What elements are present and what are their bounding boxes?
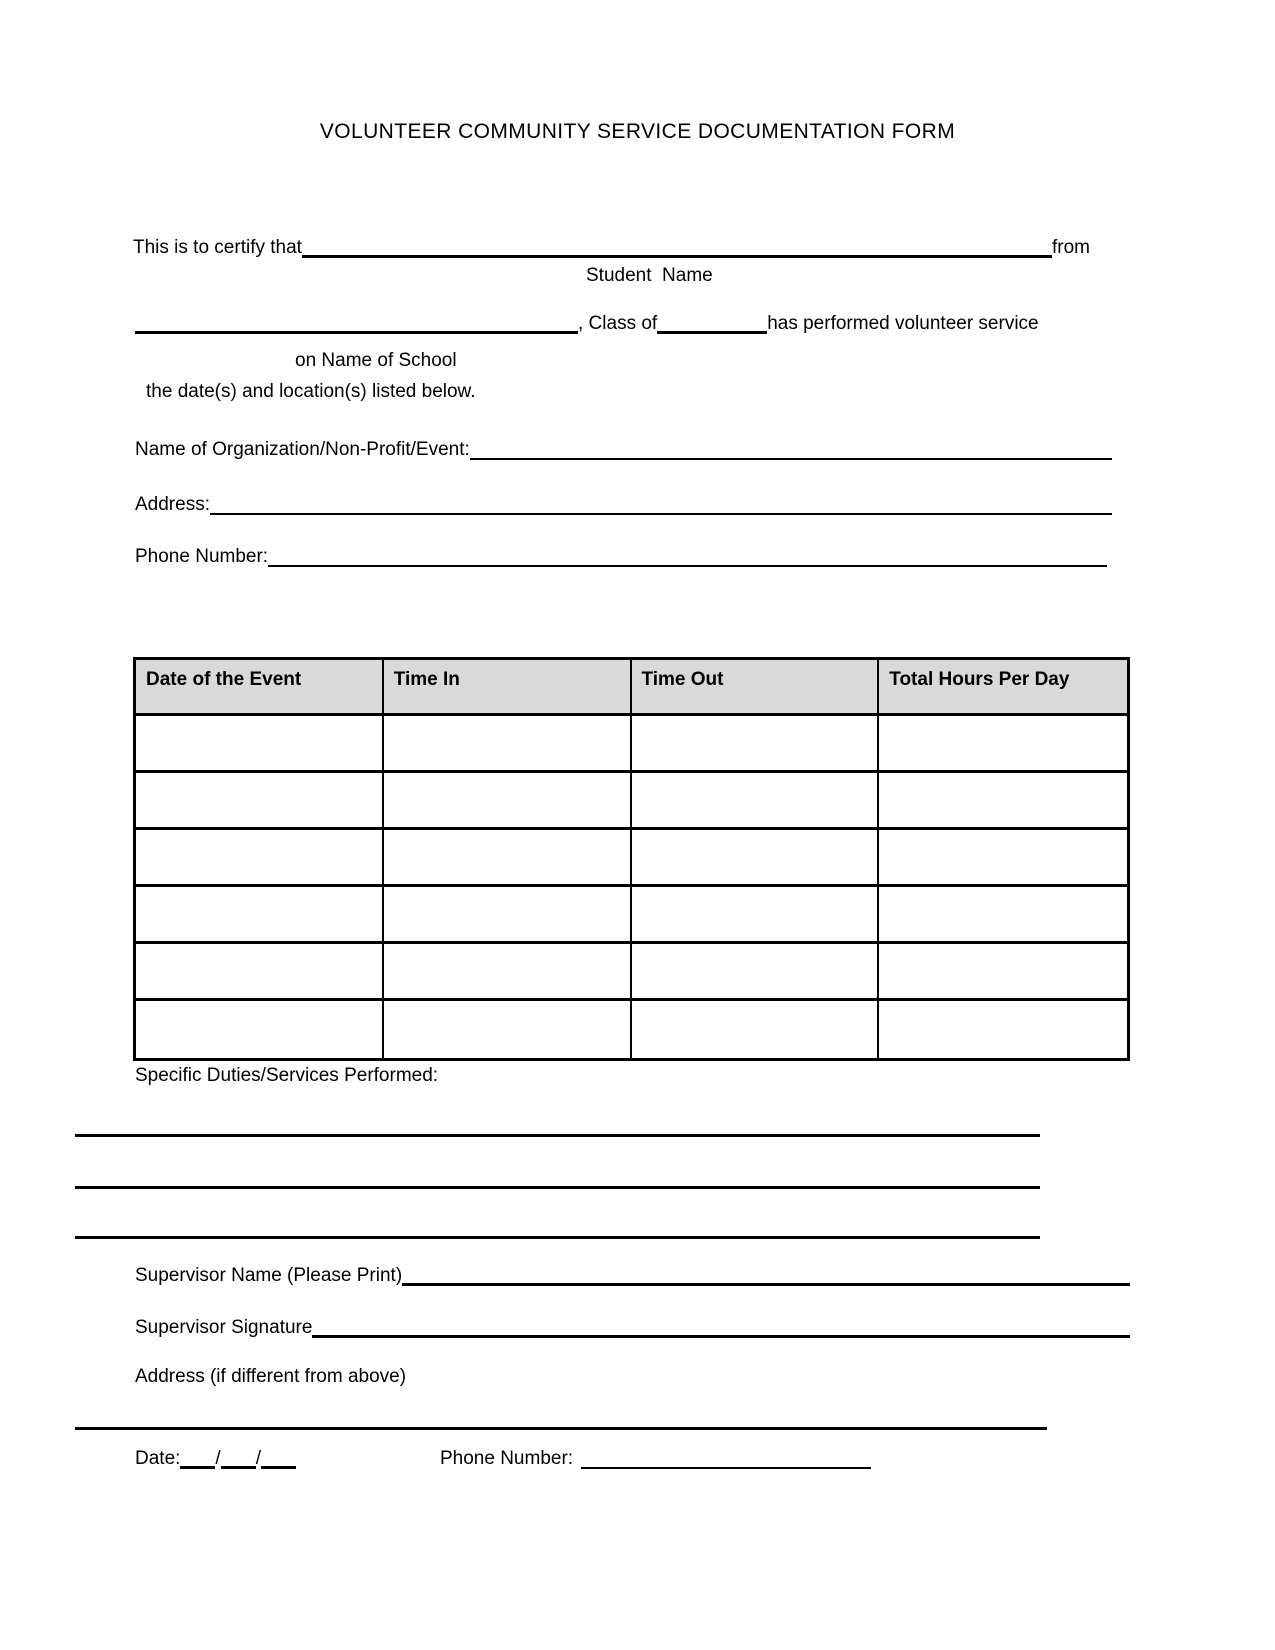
class-paragraph	[135, 311, 1112, 337]
supervisor-phone-label: Phone Number:	[439, 1448, 574, 1469]
student-name-caption: Student Name	[586, 265, 713, 286]
table-cell[interactable]	[632, 887, 880, 944]
date-slash-2: /	[255, 1448, 261, 1469]
certify-paragraph	[133, 235, 1090, 261]
dates-caption: the date(s) and location(s) listed below.	[146, 381, 476, 402]
table-cell[interactable]	[879, 1001, 1127, 1058]
certify-prefix-label: This is to certify that	[133, 237, 302, 258]
address-blank[interactable]	[210, 513, 1112, 515]
table-cell[interactable]	[879, 830, 1127, 887]
hours-table	[133, 657, 1130, 1061]
supervisor-signature-row	[135, 1315, 1130, 1341]
table-header-cell: Date of the Event	[136, 660, 384, 716]
supervisor-signature-label: Supervisor Signature	[135, 1317, 313, 1338]
phone-row	[135, 544, 1107, 570]
duties-line-2[interactable]	[75, 1186, 1040, 1189]
address-row	[135, 492, 1112, 518]
table-header-cell: Time In	[384, 660, 632, 716]
date-label: Date:	[135, 1448, 181, 1469]
table-cell[interactable]	[632, 716, 880, 773]
school-caption: on Name of School	[295, 350, 457, 371]
table-header-cell: Time Out	[632, 660, 880, 716]
supervisor-name-blank[interactable]	[402, 1283, 1130, 1286]
supervisor-name-row	[135, 1263, 1130, 1289]
table-cell[interactable]	[632, 944, 880, 1001]
class-of-label: , Class of	[578, 313, 658, 334]
table-cell[interactable]	[384, 716, 632, 773]
table-cell[interactable]	[632, 773, 880, 830]
page-title: VOLUNTEER COMMUNITY SERVICE DOCUMENTATION FORM	[319, 120, 956, 143]
date-month-blank[interactable]	[180, 1466, 215, 1469]
organization-label: Name of Organization/Non-Profit/Event:	[135, 439, 470, 460]
table-cell[interactable]	[879, 944, 1127, 1001]
table-cell[interactable]	[632, 830, 880, 887]
phone-blank[interactable]	[268, 565, 1107, 567]
table-cell[interactable]	[136, 944, 384, 1001]
date-day-blank[interactable]	[221, 1466, 256, 1469]
table-cell[interactable]	[384, 773, 632, 830]
supervisor-name-label: Supervisor Name (Please Print)	[135, 1265, 403, 1286]
table-cell[interactable]	[632, 1001, 880, 1058]
supervisor-signature-blank[interactable]	[312, 1335, 1130, 1338]
supervisor-address-blank-line[interactable]	[75, 1427, 1047, 1430]
table-cell[interactable]	[879, 887, 1127, 944]
table-cell[interactable]	[384, 887, 632, 944]
supervisor-phone-blank[interactable]	[581, 1467, 871, 1469]
date-slash-1: /	[215, 1448, 221, 1469]
table-cell[interactable]	[136, 1001, 384, 1058]
school-name-blank[interactable]	[135, 331, 578, 334]
phone-label: Phone Number:	[135, 546, 269, 567]
duties-line-3[interactable]	[75, 1236, 1040, 1239]
organization-row	[135, 437, 1112, 463]
class-year-blank[interactable]	[657, 331, 767, 334]
table-cell[interactable]	[879, 773, 1127, 830]
date-phone-row	[135, 1446, 895, 1472]
table-cell[interactable]	[136, 887, 384, 944]
duties-label: Specific Duties/Services Performed:	[135, 1065, 439, 1086]
table-cell[interactable]	[384, 830, 632, 887]
table-cell[interactable]	[136, 830, 384, 887]
duties-line-1[interactable]	[75, 1134, 1040, 1137]
supervisor-address-label: Address (if different from above)	[135, 1366, 407, 1387]
table-cell[interactable]	[879, 716, 1127, 773]
date-year-blank[interactable]	[261, 1466, 296, 1469]
table-cell[interactable]	[136, 773, 384, 830]
organization-blank[interactable]	[470, 458, 1112, 460]
performed-label: has performed volunteer service	[767, 313, 1039, 334]
table-cell[interactable]	[136, 716, 384, 773]
from-label: from	[1052, 237, 1090, 258]
student-name-blank[interactable]	[302, 255, 1052, 258]
table-cell[interactable]	[384, 1001, 632, 1058]
address-label: Address:	[135, 494, 210, 515]
table-header-cell: Total Hours Per Day	[879, 660, 1127, 716]
table-cell[interactable]	[384, 944, 632, 1001]
